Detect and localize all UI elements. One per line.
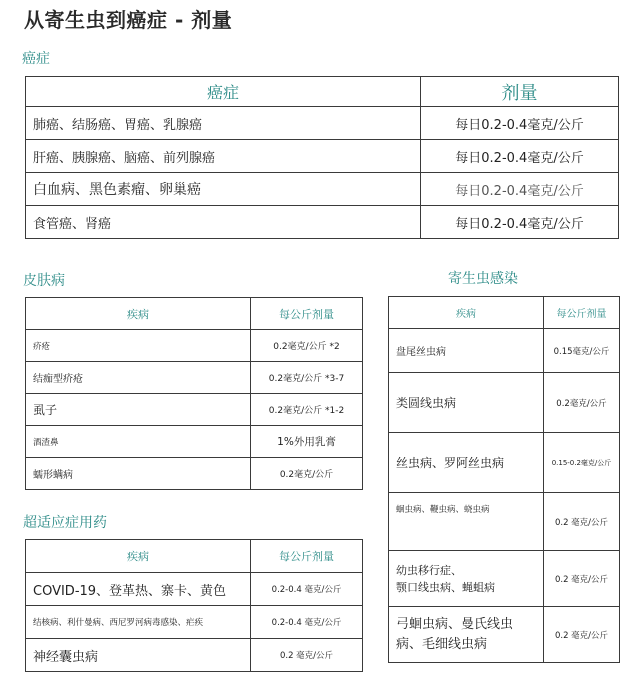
table-row [26, 140, 619, 173]
disease-name: 盘尾丝虫病 [389, 329, 544, 373]
cancer-name: 白血病、黑色素瘤、卵巢癌 [26, 173, 421, 206]
table-header-row [26, 540, 363, 573]
table-row [26, 426, 363, 458]
cancer-dose: 每日0.2-0.4毫克/公斤 [421, 173, 619, 206]
table-header-row [26, 298, 363, 330]
parasite-table [388, 296, 620, 663]
table-header-row [389, 297, 620, 329]
cancer-dose: 每日0.2-0.4毫克/公斤 [421, 107, 619, 140]
skin-table [25, 297, 363, 490]
disease-dose: 0.2毫克/公斤 [251, 458, 363, 490]
disease-dose: 0.2-0.4 毫克/公斤 [251, 573, 363, 606]
table-row [26, 107, 619, 140]
table-row [389, 607, 620, 663]
offlabel-table [25, 539, 363, 672]
column-header-cancer: 癌症 [26, 77, 421, 107]
disease-dose: 0.15毫克/公斤 [544, 329, 620, 373]
section-title-skin: 皮肤病 [23, 273, 65, 289]
table-row [389, 493, 620, 551]
disease-name [389, 551, 544, 607]
section-title-offlabel: 超适应症用药 [23, 515, 107, 531]
disease-name: 蛔虫病、鞭虫病、蛲虫病 [389, 493, 544, 551]
disease-dose: 0.2 毫克/公斤 [544, 607, 620, 663]
disease-name: 蠕形螨病 [26, 458, 251, 490]
disease-dose: 0.2毫克/公斤 *1-2 [251, 394, 363, 426]
disease-name: 类圆线虫病 [389, 373, 544, 433]
disease-name: 疥疮 [26, 330, 251, 362]
table-row [26, 394, 363, 426]
cancer-dose: 每日0.2-0.4毫克/公斤 [421, 206, 619, 239]
table-row [26, 606, 363, 639]
column-header-disease: 疾病 [26, 298, 251, 330]
table-header-row [26, 77, 619, 107]
disease-name: 酒渣鼻 [26, 426, 251, 458]
column-header-dose: 每公斤剂量 [251, 298, 363, 330]
section-title-parasite: 寄生虫感染 [448, 271, 518, 287]
column-header-dose: 剂量 [421, 77, 619, 107]
disease-dose: 0.2-0.4 毫克/公斤 [251, 606, 363, 639]
column-header-dose: 每公斤剂量 [251, 540, 363, 573]
disease-name: 结核病、利什曼病、西尼罗河病毒感染、疟疾 [26, 606, 251, 639]
disease-name-line: 病、毛细线虫病 [396, 636, 488, 652]
table-row [26, 362, 363, 394]
disease-dose: 0.2 毫克/公斤 [251, 639, 363, 672]
column-header-disease: 疾病 [26, 540, 251, 573]
table-row [26, 173, 619, 206]
disease-name: 结痂型疥疮 [26, 362, 251, 394]
cancer-name: 肺癌、结肠癌、胃癌、乳腺癌 [26, 107, 421, 140]
table-row [26, 206, 619, 239]
disease-dose: 0.2毫克/公斤 *2 [251, 330, 363, 362]
table-row [26, 573, 363, 606]
disease-name-line: 幼虫移行症、 [396, 563, 462, 577]
table-row [389, 373, 620, 433]
cancer-name: 食管癌、肾癌 [26, 206, 421, 239]
disease-name-line: 弓蛔虫病、曼氏线虫 [396, 616, 514, 632]
table-row [389, 551, 620, 607]
disease-name: COVID-19、登革热、寨卡、黄色 [26, 573, 251, 606]
disease-dose: 0.2毫克/公斤 [544, 373, 620, 433]
disease-name: 虱子 [26, 394, 251, 426]
disease-name-line: 颚口线虫病、蝇蛆病 [396, 580, 495, 594]
table-row [26, 639, 363, 672]
column-header-dose: 每公斤剂量 [544, 297, 620, 329]
disease-dose: 0.2 毫克/公斤 [544, 493, 620, 551]
column-header-disease: 疾病 [389, 297, 544, 329]
disease-dose: 0.2毫克/公斤 *3-7 [251, 362, 363, 394]
disease-dose: 0.15-0.2毫克/公斤 [544, 433, 620, 493]
table-row [26, 458, 363, 490]
disease-name: 丝虫病、罗阿丝虫病 [389, 433, 544, 493]
table-row [389, 329, 620, 373]
cancer-dose: 每日0.2-0.4毫克/公斤 [421, 140, 619, 173]
section-title-cancer: 癌症 [22, 51, 50, 67]
disease-name: 神经囊虫病 [26, 639, 251, 672]
table-row [26, 330, 363, 362]
disease-dose: 1%外用乳膏 [251, 426, 363, 458]
cancer-name: 肝癌、胰腺癌、脑癌、前列腺癌 [26, 140, 421, 173]
table-row [389, 433, 620, 493]
disease-name [389, 607, 544, 663]
page-title: 从寄生虫到癌症 - 剂量 [24, 8, 233, 32]
cancer-table [25, 76, 619, 239]
disease-dose: 0.2 毫克/公斤 [544, 551, 620, 607]
